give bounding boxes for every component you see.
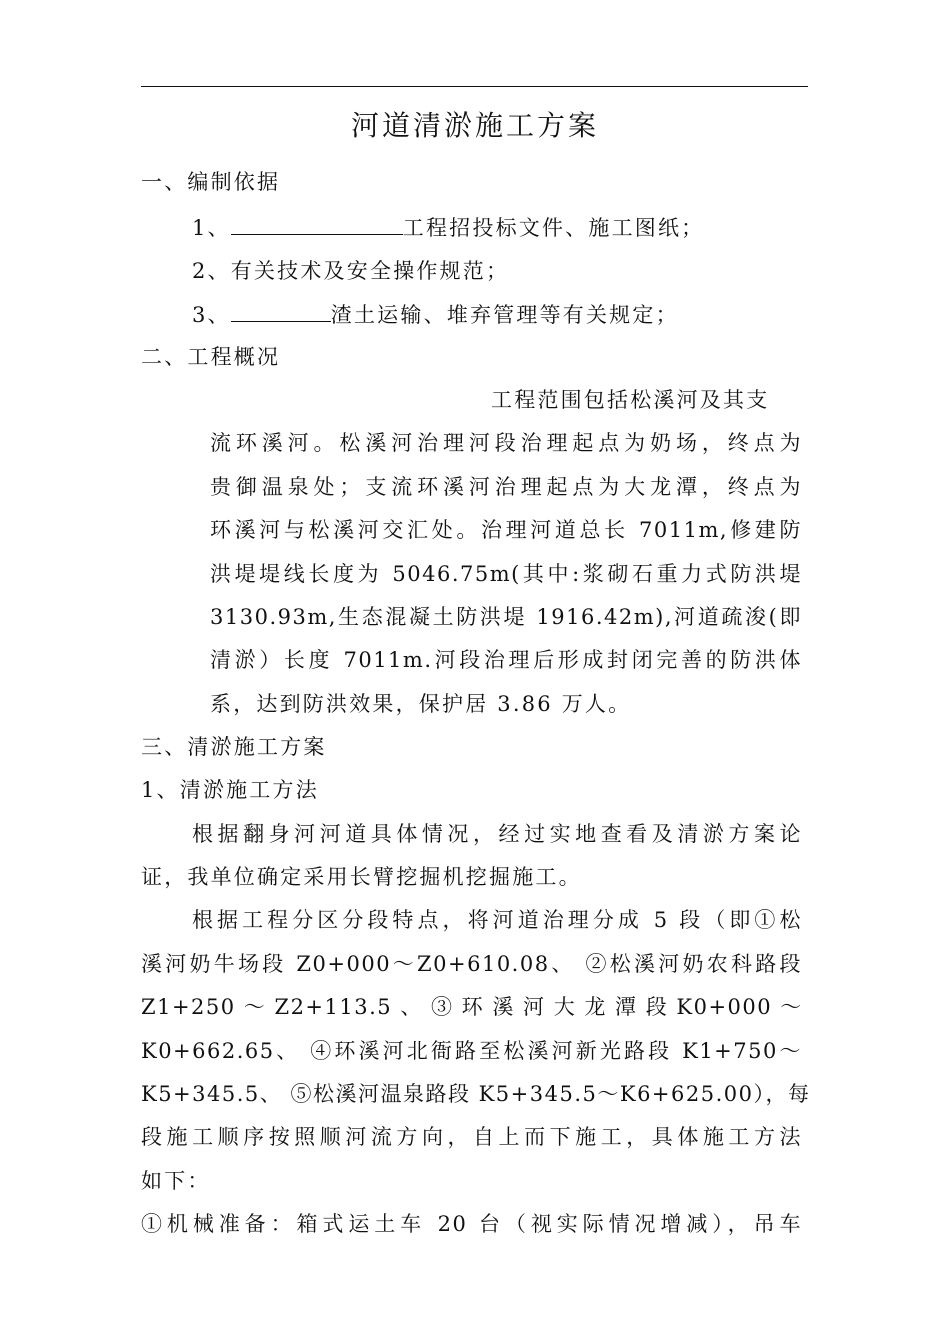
- paragraph-line: ①机械准备：箱式运土车 20 台（视实际情况增减），吊车: [141, 1212, 802, 1236]
- section-3-heading: 三、清淤施工方案: [141, 735, 327, 759]
- paragraph-line: 证，我单位确定采用长臂挖掘机挖掘施工。: [141, 865, 582, 889]
- basis-item-1-text: 工程招投标文件、施工图纸；: [402, 216, 705, 240]
- header-rule: [141, 86, 808, 87]
- overview-line: 贵御温泉处；支流环溪河治理起点为大龙潭，终点为: [210, 475, 802, 499]
- paragraph-line: 段施工顺序按照顺河流方向，自上而下施工，具体施工方法: [141, 1125, 802, 1149]
- paragraph-line: K0+662.65、 ④环溪河北衙路至松溪河新光路段 K1+750～: [141, 1039, 802, 1063]
- paragraph-line: 溪河奶牛场段 Z0+000～Z0+610.08、 ②松溪河奶农科路段: [141, 952, 802, 976]
- overview-line: 系，达到防洪效果，保护居 3.86 万人。: [210, 692, 632, 716]
- basis-item-1-number: 1、: [192, 216, 231, 240]
- basis-item-3: [192, 299, 679, 330]
- basis-item-3-text: 渣土运输、堆弃管理等有关规定；: [330, 303, 679, 327]
- section-2-heading: 二、工程概况: [141, 345, 281, 369]
- overview-line: 洪堤堤线长度为 5046.75m(其中:浆砌石重力式防洪堤: [210, 562, 802, 586]
- overview-line: 流环溪河。松溪河治理河段治理起点为奶场，终点为: [210, 431, 802, 455]
- blank-line: [231, 299, 331, 322]
- document-title: 河道清淤施工方案: [350, 109, 599, 142]
- paragraph-line: 根据工程分区分段特点，将河道治理分成 5 段（即①松: [192, 908, 802, 932]
- blank-line: [231, 212, 403, 235]
- paragraph-line: Z1+250 ～ Z2+113.5 、 ③ 环 溪 河 大 龙 潭 段 K0+000 ～: [141, 995, 803, 1019]
- paragraph-line: K5+345.5、 ⑤松溪河温泉路段 K5+345.5～K6+625.00），每: [141, 1082, 811, 1106]
- subsection-heading: 1、清淤施工方法: [141, 778, 319, 802]
- basis-item-1: [192, 212, 704, 243]
- overview-line: 环溪河与松溪河交汇处。治理河道总长 7011m,修建防: [210, 518, 802, 542]
- basis-item-3-number: 3、: [192, 303, 231, 327]
- overview-line: 工程范围包括松溪河及其支: [491, 388, 770, 412]
- basis-item-2: 2、有关技术及安全操作规范；: [192, 259, 510, 283]
- paragraph-line: 根据翻身河河道具体情况，经过实地查看及清淤方案论: [192, 822, 802, 846]
- overview-line: 清淤）长度 7011m.河段治理后形成封闭完善的防洪体: [210, 648, 802, 672]
- paragraph-line: 如下：: [141, 1169, 211, 1193]
- section-1-heading: 一、编制依据: [141, 170, 281, 194]
- overview-line: 3130.93m,生态混凝土防洪堤 1916.42m),河道疏浚(即: [210, 605, 802, 629]
